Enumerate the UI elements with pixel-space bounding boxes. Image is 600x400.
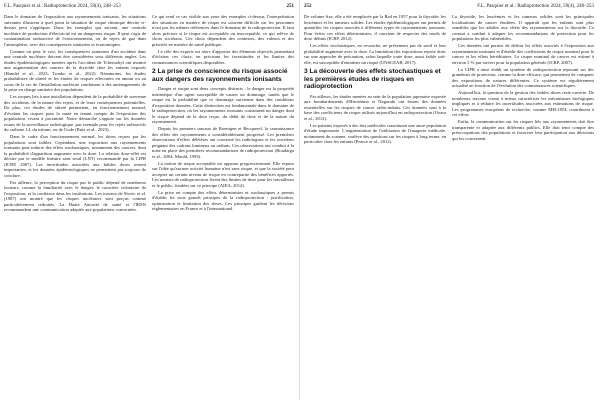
paragraph: Le rôle des experts est alors d'apporter des éléments objectifs permettant d'éclairer ces choix, en précisant les incertitudes et les limites des connaissances scientifiques disponibles. xyxy=(152,48,294,65)
left-page-column-2 xyxy=(152,14,294,398)
paragraph: La prise en compte des effets déterministes et stochastiques a permis d'établir les trois grands principes de la radioprotection : justification, optimisation et limitation des doses. Ces principes guident les décisions réglementaires en France et à l'international. xyxy=(152,189,294,212)
paragraph: Par ailleurs, la perception du risque par le public dépend de nombreux facteurs, comme la familiarité avec le danger, le caractère volontaire de l'exposition, et la confiance dans les institutions. Les travaux de Slovic et al. (1987) ont montré que les risques nucléaires sont perçus comme particulièrement redoutés. La Haute Autorité de santé et l'IRSN recommandent une communication adaptée aux populations concernées. xyxy=(4,179,146,212)
paragraph: Ce qui rend ce cas visible aux yeux des exemples ci-dessus, l'interprétation des situations en matière de risque est souvent difficile car les personnes n'ont pas les mêmes références dans le domaine de la radioprotection. Il faut alors préciser si le risque est acceptable ou inacceptable, ce qui relève de choix sociétaux. Ces choix dépendent des contextes, des valeurs et des priorités en matière de santé publique. xyxy=(152,14,294,47)
paragraph: Danger et risque sont deux concepts distincts : le danger est la propriété intrinsèque d'un agent susceptible de causer un dommage, tandis que le risque est la probabilité que ce dommage survienne dans des conditions d'exposition données. Cette distinction est fondamentale dans le domaine de la radioprotection, où les rayonnements ionisants constituent un danger dont le risque dépend de la dose reçue, du débit de dose et de la nature du rayonnement. xyxy=(152,86,294,125)
section-heading: 2 La prise de conscience du risque associé aux dangers des rayonnements ionisants xyxy=(152,68,288,83)
paragraph: De volume fixe, elle a été remplacée par la Rad en 1957 pour la thyroïde, les leucémies et les tumeurs solides. Les études épidémiologiques ont permis de quantifier les risques associés à différents types de rayonnements ionisants. Pour éviter ces effets déterministes, il convient de respecter des seuils de dose définis (ICRP, 2012). xyxy=(304,14,446,41)
paragraph: La CIPR a ainsi établi un système de radioprotection reposant sur des grandeurs de protection, comme la dose efficace, qui permettent de comparer des expositions de natures différentes. Ce système est régulièrement actualisé en fonction de l'évolution des connaissances scientifiques. xyxy=(452,66,594,88)
paragraph: Les patients exposés à des fins médicales constituent une autre population d'étude importante. L'augmentation de l'utilisation de l'imagerie médicale, notamment du scanner, soulève des questions sur les risques à long terme, en particulier chez les enfants (Pearce et al., 2012). xyxy=(304,122,446,145)
paragraph: Aujourd'hui, la question de la gestion des faibles doses reste ouverte. De nombreux travaux visent à mieux caractériser les mécanismes biologiques impliqués et à réduire les incertitudes associées aux estimations de risque. Les programmes européens de recherche, comme MELODI, contribuent à cet effort. xyxy=(452,90,594,117)
right-page xyxy=(304,0,594,400)
paragraph: Depuis les premiers travaux de Roentgen et Becquerel, la connaissance des effets des rayonnements a considérablement progressé. Les premières observations d'effets délétères ont concerné les radiologues et les ouvrières peignant des cadrans lumineux au radium. Ces observations ont conduit à la mise en place des premières recommandations de radioprotection (Boudarga et al., 2004; Mould, 1993). xyxy=(152,126,294,159)
page-gutter xyxy=(299,0,300,400)
paragraph: Comme on peut le voir, les conséquences sanitaires d'un accident dans une centrale nucléaire doivent être considérées sous différents angles. Les études épidémiologiques menées après l'accident de Tchernobyl ont montré une augmentation des cancers de la thyroïde chez les enfants exposés (Hamlet et al., 2023; Tronko et al., 2022). Néanmoins, les études probabilistes de sûreté et les études de risques effectuées en amont ou au cours de la vie de l'installation nucléaire conduisent à des aménagements de la prise en charge sanitaire des populations. xyxy=(4,48,146,92)
running-header: F.L. Pasquier et al.: Radioprotection 2024, 59(4), 248–253 xyxy=(4,4,121,9)
paragraph: Ces données ont permis de définir les effets associés à l'exposition aux rayonnements ionisants et d'établir des coefficients de risque nominal pour le cancer et les effets héréditaires. Le risque nominal de cancer est estimé à environ 5 % par sievert pour la population générale (ICRP, 2007). xyxy=(452,43,594,65)
paragraph: Les risques liés à une installation dépendent de la probabilité de survenue des accidents, de la nature des rejets, et de leurs conséquences potentielles. De plus, ces études de sûreté permettent, en fonctionnement normal, d'évaluer les risques pour la santé en tenant compte de l'exposition des populations vivant à proximité. Notre démarche s'appuie sur les données issues de la surveillance radiologique, par exemple pour les rejets radioactifs du carbone 14, du tritium, ou de l'iode (Ruiz et al., 2023). xyxy=(4,94,146,132)
right-page-column-1 xyxy=(304,14,446,398)
page-header xyxy=(304,3,594,11)
paragraph: Enfin, la communication sur les risques liés aux rayonnements doit être transparente et adaptée aux différents publics. Elle doit tenir compte des préoccupations des populations et favoriser leur participation aux décisions qui les concernent. xyxy=(452,119,594,141)
page-number: 252 xyxy=(304,4,312,9)
right-page-column-2 xyxy=(452,14,594,398)
paragraph: Par ailleurs, les études menées au sein de la population japonaise exposée aux bombardements d'Hiroshima et Nagasaki ont fourni des données essentielles sur les risques de cancer radio-induits. Ces données sont à la base des coefficients de risque utilisés aujourd'hui en radioprotection (Ozasa et al., 2012). xyxy=(304,93,446,121)
section-heading: 3 La découverte des effets stochastiques et les premières études de risques en radioprotection xyxy=(304,68,441,91)
running-header: F.L. Pasquier et al.: Radioprotection 2024, 59(4), 248–253 xyxy=(477,4,594,9)
paragraph: Les effets stochastiques, en revanche, ne présentent pas de seuil et leur probabilité augmente avec la dose. La limitation des expositions repose donc sur une approche de précaution, selon laquelle toute dose, aussi faible soit-elle, est susceptible d'entraîner un risque (UNSCEAR, 2017). xyxy=(304,43,446,65)
left-page xyxy=(4,0,294,400)
page-number: 251 xyxy=(286,4,294,9)
page-header xyxy=(4,3,294,11)
paragraph: Dans le cadre d'un fonctionnement normal, les doses reçues par les populations sont faibles. Cependant, une exposition aux rayonnements ionisants peut induire des effets stochastiques, notamment des cancers, dont la probabilité d'apparition augmente avec la dose. La relation dose-effet est décrite par le modèle linéaire sans seuil (LNT) recommandé par la CIPR (ICRP, 2007). Les incertitudes associées aux faibles doses restent importantes, et les données épidémiologiques ne permettent pas toujours de conclure. xyxy=(4,134,146,178)
left-page-column-1 xyxy=(4,14,146,398)
paragraph: La thyroïde, les leucémies et les tumeurs solides sont les principales localisations de cancer étudiées. Il apparaît que les enfants sont plus sensibles que les adultes aux effets des rayonnements sur la thyroïde. Ce constat a conduit à adapter les recommandations de protection pour les populations les plus vulnérables. xyxy=(452,14,594,41)
paragraph: La notion de risque acceptable est apparue progressivement. Elle repose sur l'idée qu'aucune activité humaine n'est sans risque, et que la société peut accepter un certain niveau de risque en contrepartie des bénéfices apportés. Les normes de radioprotection fixent des limites de dose pour les travailleurs et le public, fondées sur ce principe (AIEA, 2014). xyxy=(152,160,294,188)
paragraph: Dans le domaine de l'exposition aux rayonnements ionisants, les situations suivantes illustrent à quel point la situation de risque chimique décrite ci-dessus peut s'appliquer. Dans les exemples qui suivent, une centrale nucléaire de production d'électricité est un dangereux risque. Il peut s'agir de contamination radioactive de l'environnement, ou de rejets de gaz dans l'atmosphère, avec des conséquences sanitaires et économiques. xyxy=(4,14,146,47)
